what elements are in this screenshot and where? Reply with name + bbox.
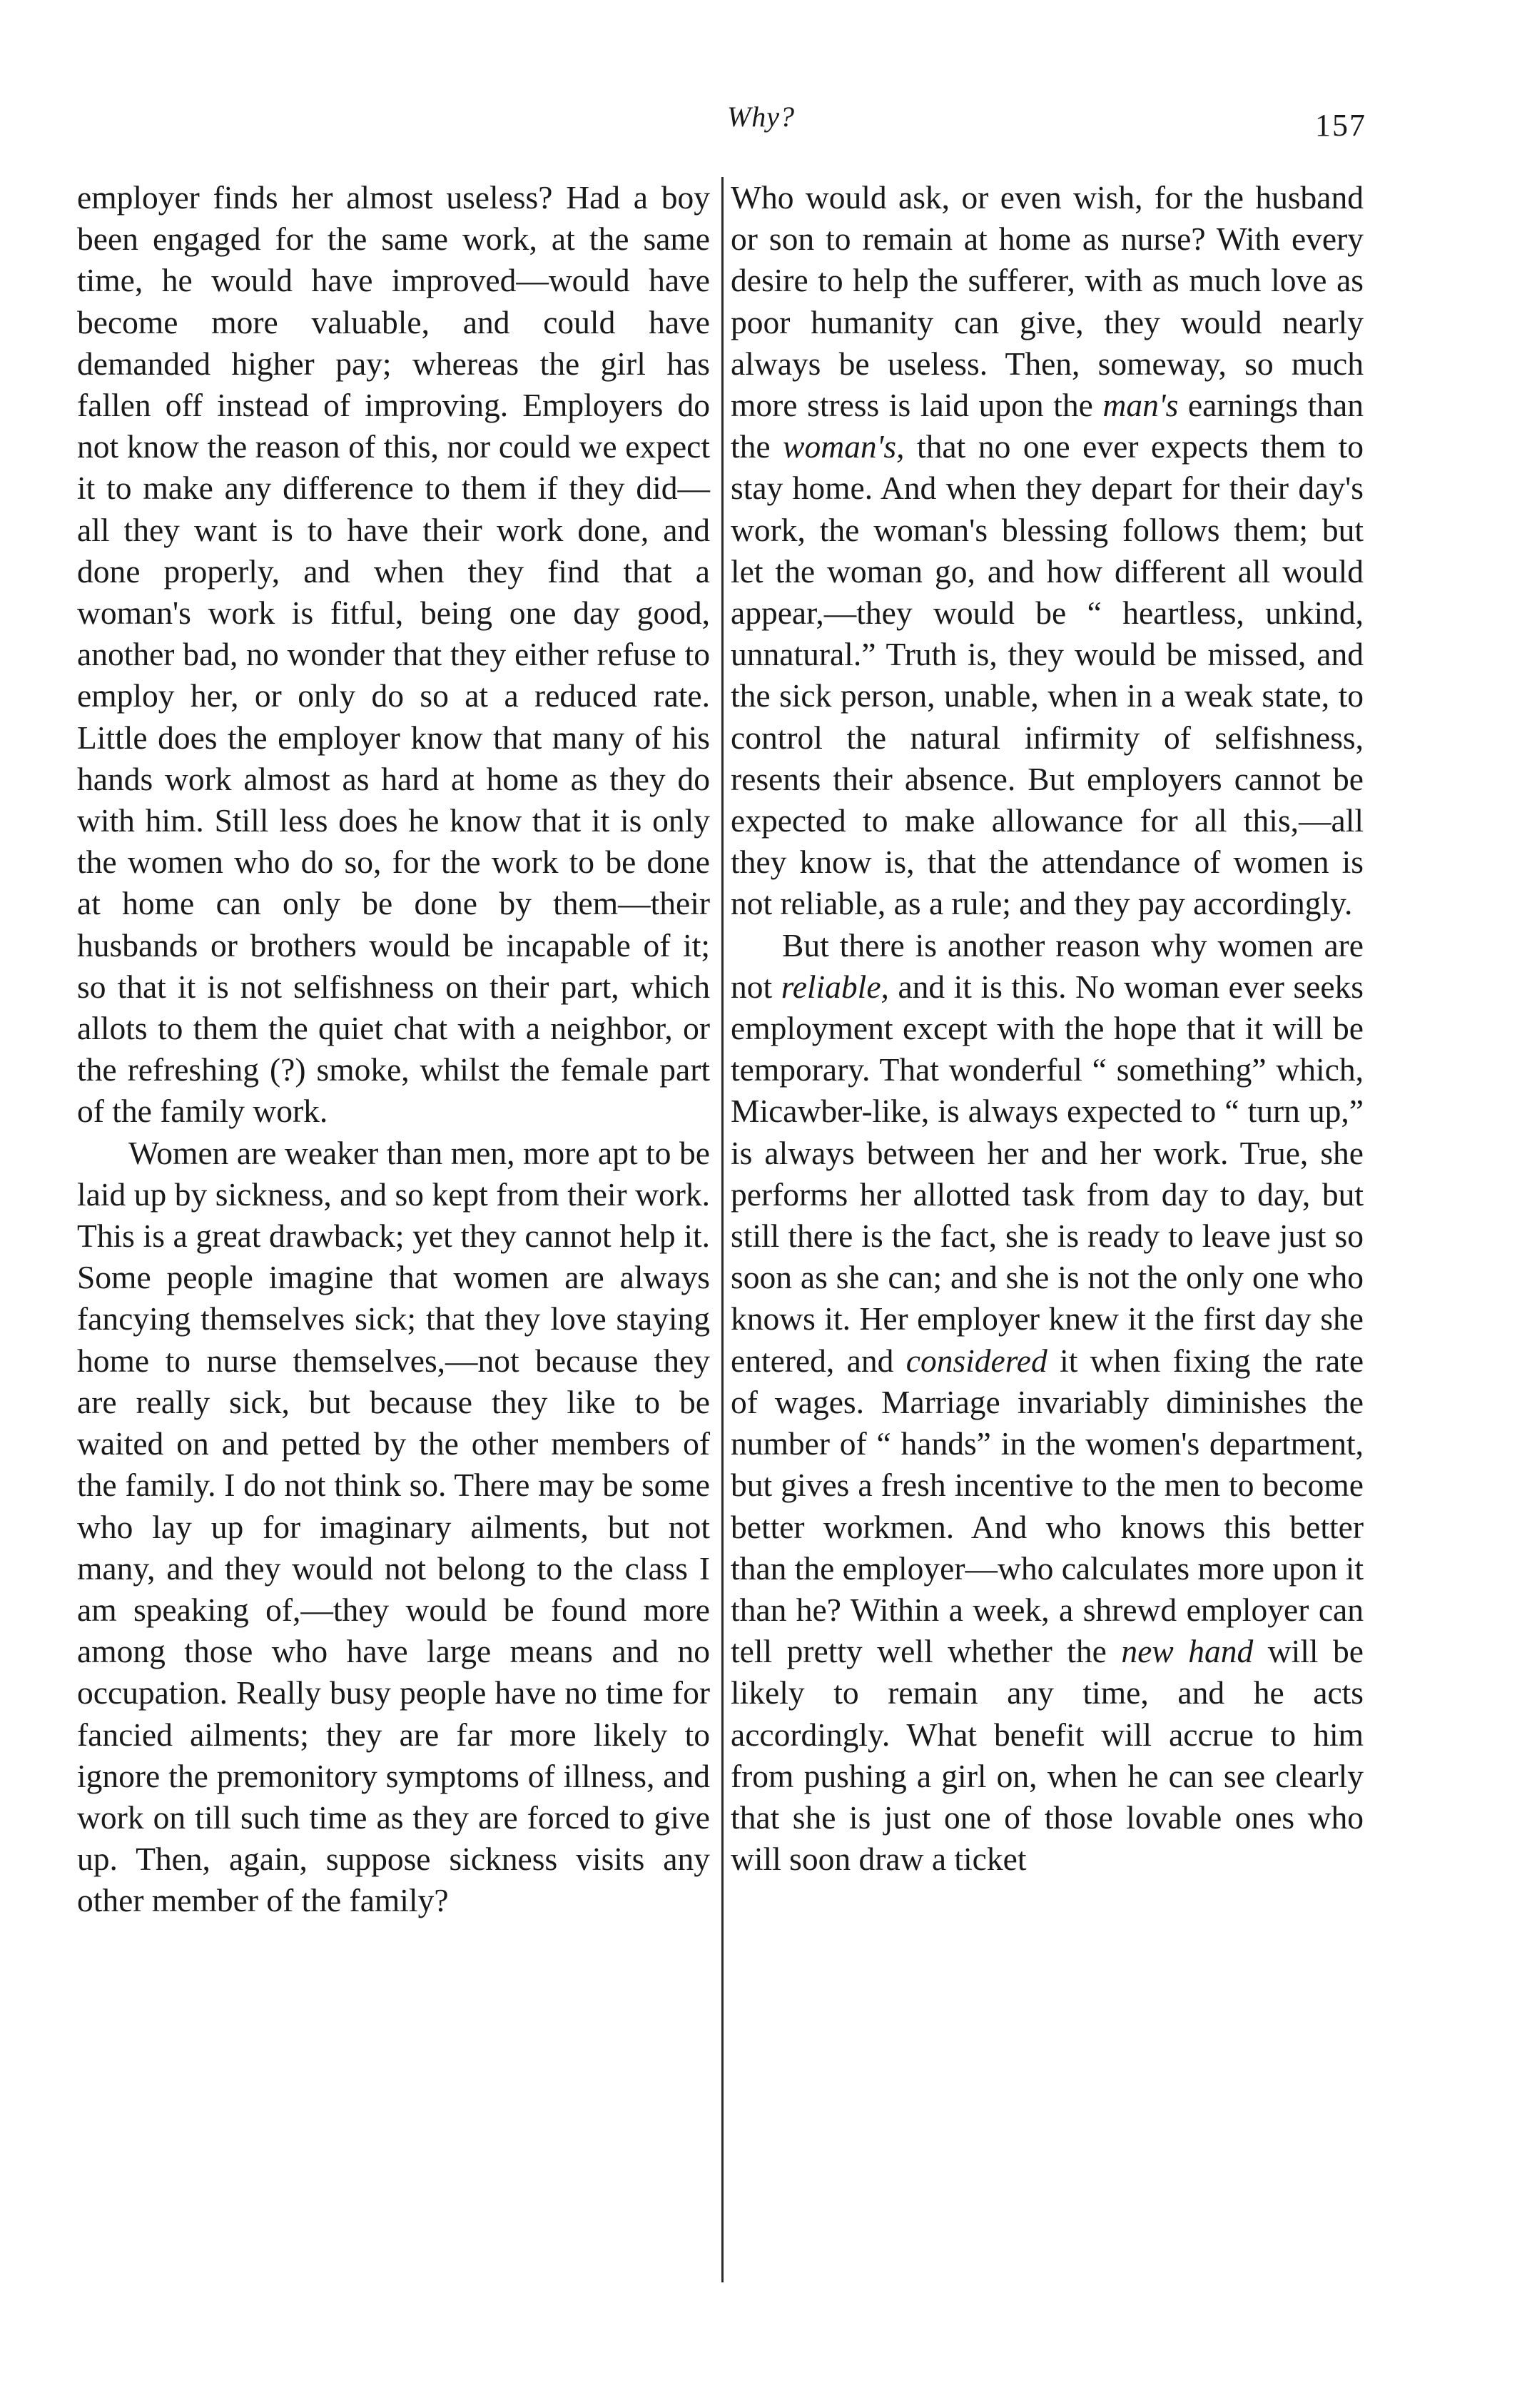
right-paragraph-2 [731, 925, 1364, 1881]
left-column [77, 177, 710, 1922]
italic-run: reliable, [781, 968, 889, 1005]
italic-run: woman's, [783, 428, 905, 465]
column-divider [721, 177, 724, 2282]
text-run: and it is this. No woman ever seeks employment except with the hope that it will be temporary. That wonderful “ something” which, Micawber-like, is always expected to “ turn up,” is always between her and her work. True, she performs her allotted task from day to day, but still there is the fact, she is ready to leave just so soon as she can; and she is not the only one who knows it. Her employer knew it the first day she entered, and [731, 968, 1364, 1379]
text-run: will be likely to remain any time, and he acts accordingly. What benefit will accrue to him from pushing a girl on, when he can see clearly that she is just one of those lovable ones who will soon draw a ticket [731, 1633, 1364, 1878]
text-run: earnings than the [731, 387, 1364, 465]
text-run: that no one ever expects them to stay home. And when they depart for their day's work, the woman's blessing follows them; but let the woman go, and how different all would appear,—they would be “ heartless, unkind, unnatural.” Truth is, they would be missed, and the sick person, unable, when in a weak state, to control the natural infirmity of selfishness, resents their absence. But employers cannot be expected to make allowance for all this,—all they know is, that the attendance of women is not reliable, as a rule; and they pay accordingly. [731, 428, 1364, 922]
text-run: Who would ask, or even wish, for the husband or son to remain at home as nurse? With every desire to help the sufferer, with as much love as poor humanity can give, they would nearly always be useless. Then, someway, so much more stress is laid upon the [731, 179, 1364, 424]
left-paragraph-2: Women are weaker than men, more apt to be laid up by sickness, and so kept from their work. This is a great drawback; yet they cannot help it. Some people imagine that women are always fancying themselves sick; that they love staying home to nurse themselves,—not because they are really sick, but because they like to be waited on and petted by the other members of the family. I do not think so. There may be some who lay up for imaginary ailments, but not many, and they would not belong to the class I am speaking of,—they would be found more among those who have large means and no occupation. Really busy people have no time for fancied ailments; they are far more likely to ignore the premonitory symptoms of illness, and work on till such time as they are forced to give up. Then, again, suppose sickness visits any other member of the family? [77, 1134, 710, 1919]
running-head [0, 100, 1522, 150]
running-title: Why? [726, 101, 796, 133]
right-paragraph-1 [731, 177, 1364, 925]
left-paragraph-1: employer finds her almost useless? Had a boy been engaged for the same work, at the same time, he would have improved—would have become more valuable, and could have demanded higher pay; whereas the girl has fallen off instead of improving. Employers do not know the reason of this, nor could we expect it to make any difference to them if they did—all they want is to have their work done, and done properly, and when they find that a woman's work is fitful, being one day good, another bad, no wonder that they either refuse to employ her, or only do so at a reduced rate. Little does the employer know that many of his hands work almost as hard at home as they do with him. Still less does he know that it is only the women who do so, for the work to be done at home can only be done by them—their husbands or brothers would be incapable of it; so that it is not selfishness on their part, which allots to them the quiet chat with a neighbor, or the refreshing (?) smoke, whilst the female part of the family work. [77, 179, 710, 1130]
page-number: 157 [1315, 108, 1366, 143]
text-run: it when fixing the rate of wages. Marriage invariably diminishes the number of “ hands” in the women's department, but gives a fresh incentive to the men to become better workmen. And who knows this better than the employer—who calculates more upon it than he? Within a week, a shrewd employer can tell pretty well whether the [731, 1342, 1364, 1670]
italic-run: man's [1102, 387, 1179, 424]
text-run: But there is another reason why women are not [731, 926, 1364, 1005]
italic-run: new hand [1121, 1633, 1254, 1670]
italic-run: considered [905, 1342, 1047, 1379]
right-column [731, 177, 1364, 1880]
